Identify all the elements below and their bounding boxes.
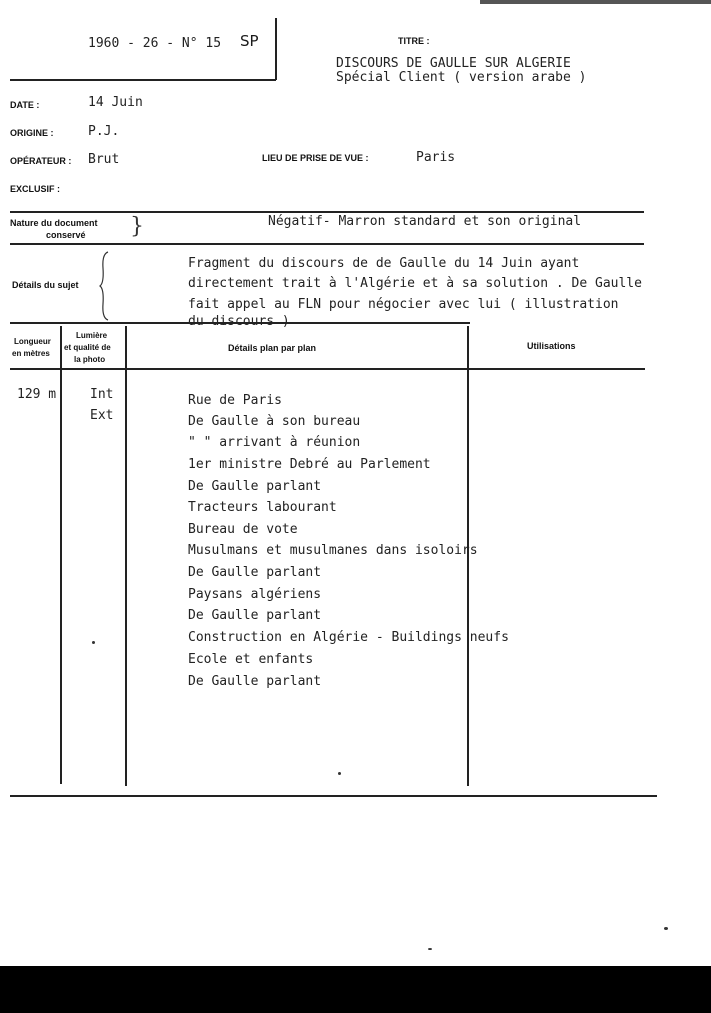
scan-speck [428, 948, 432, 950]
plan-row: " " arrivant à réunion [188, 435, 361, 450]
operateur-label: OPÉRATEUR : [10, 156, 72, 166]
header-lumiere-3: la photo [74, 355, 106, 364]
origine-label: ORIGINE : [10, 128, 54, 138]
origine-value: P.J. [88, 124, 120, 139]
plan-row: Tracteurs labourant [188, 500, 337, 515]
nature-brace: } [130, 214, 144, 239]
header-longueur-2: en mètres [12, 349, 50, 358]
table-bottom-rule [10, 795, 657, 797]
details-bottom-rule [10, 322, 470, 324]
plan-row: Construction en Algérie - Buildings neufs [188, 630, 509, 645]
plan-row: De Gaulle à son bureau [188, 414, 361, 429]
titre-line-1: DISCOURS DE GAULLE SUR ALGERIE [336, 56, 571, 71]
plan-row: De Gaulle parlant [188, 674, 322, 689]
plan-row: Paysans algériens [188, 587, 322, 602]
details-label: Détails du sujet [12, 280, 79, 290]
table-header-rule [10, 368, 645, 370]
column-divider-2 [125, 326, 127, 786]
nature-value: Négatif- Marron standard et son original [268, 214, 582, 229]
lieu-value: Paris [416, 150, 456, 165]
exclusif-label: EXCLUSIF : [10, 184, 61, 194]
column-divider-1 [60, 326, 62, 784]
reference-handwritten-mark: SP [240, 32, 259, 50]
lumiere-int: Int [90, 387, 114, 402]
details-brace [98, 250, 112, 322]
header-utilisations: Utilisations [527, 341, 576, 351]
plan-row: De Gaulle parlant [188, 479, 322, 494]
plan-row: 1er ministre Debré au Parlement [188, 457, 431, 472]
nature-bottom-rule [10, 243, 644, 245]
fields-bottom-rule [10, 211, 644, 213]
plan-row: Rue de Paris [188, 393, 282, 408]
scan-speck [664, 927, 668, 930]
nature-label-line-1: Nature du document [10, 218, 98, 228]
header-plan: Détails plan par plan [228, 343, 317, 353]
details-line-2: directement trait à l'Algérie et à sa solution . De Gaulle [188, 276, 642, 291]
plan-row: De Gaulle parlant [188, 608, 322, 623]
scan-edge-mark [480, 0, 711, 4]
operateur-value: Brut [88, 152, 120, 167]
lumiere-ext: Ext [90, 408, 114, 423]
titre-line-2: Spécial Client ( version arabe ) [336, 70, 587, 85]
nature-label-line-2: conservé [46, 230, 86, 240]
header-bottom-rule [10, 79, 276, 81]
titre-label: TITRE : [398, 36, 430, 46]
reference-number: 1960 - 26 - N° 15 [88, 36, 222, 51]
plan-row: Bureau de vote [188, 522, 298, 537]
date-value: 14 Juin [88, 95, 143, 110]
header-lumiere-1: Lumière [76, 331, 108, 340]
details-line-1: Fragment du discours de de Gaulle du 14 Juin ayant [188, 256, 580, 271]
details-line-3: fait appel au FLN pour négocier avec lui ( illustration [188, 297, 619, 312]
plan-row: De Gaulle parlant [188, 565, 322, 580]
scan-bottom-border [0, 966, 711, 1013]
header-divider [275, 18, 277, 80]
header-longueur-1: Longueur [14, 337, 51, 346]
header-lumiere-2: et qualité de [64, 343, 111, 352]
scan-speck [92, 641, 95, 644]
scan-speck [338, 772, 341, 775]
plan-row: Ecole et enfants [188, 652, 314, 667]
lieu-label: LIEU DE PRISE DE VUE : [262, 153, 369, 163]
date-label: DATE : [10, 100, 40, 110]
longueur-value: 129 m [17, 387, 57, 402]
plan-row: Musulmans et musulmanes dans isoloirs [188, 543, 478, 558]
